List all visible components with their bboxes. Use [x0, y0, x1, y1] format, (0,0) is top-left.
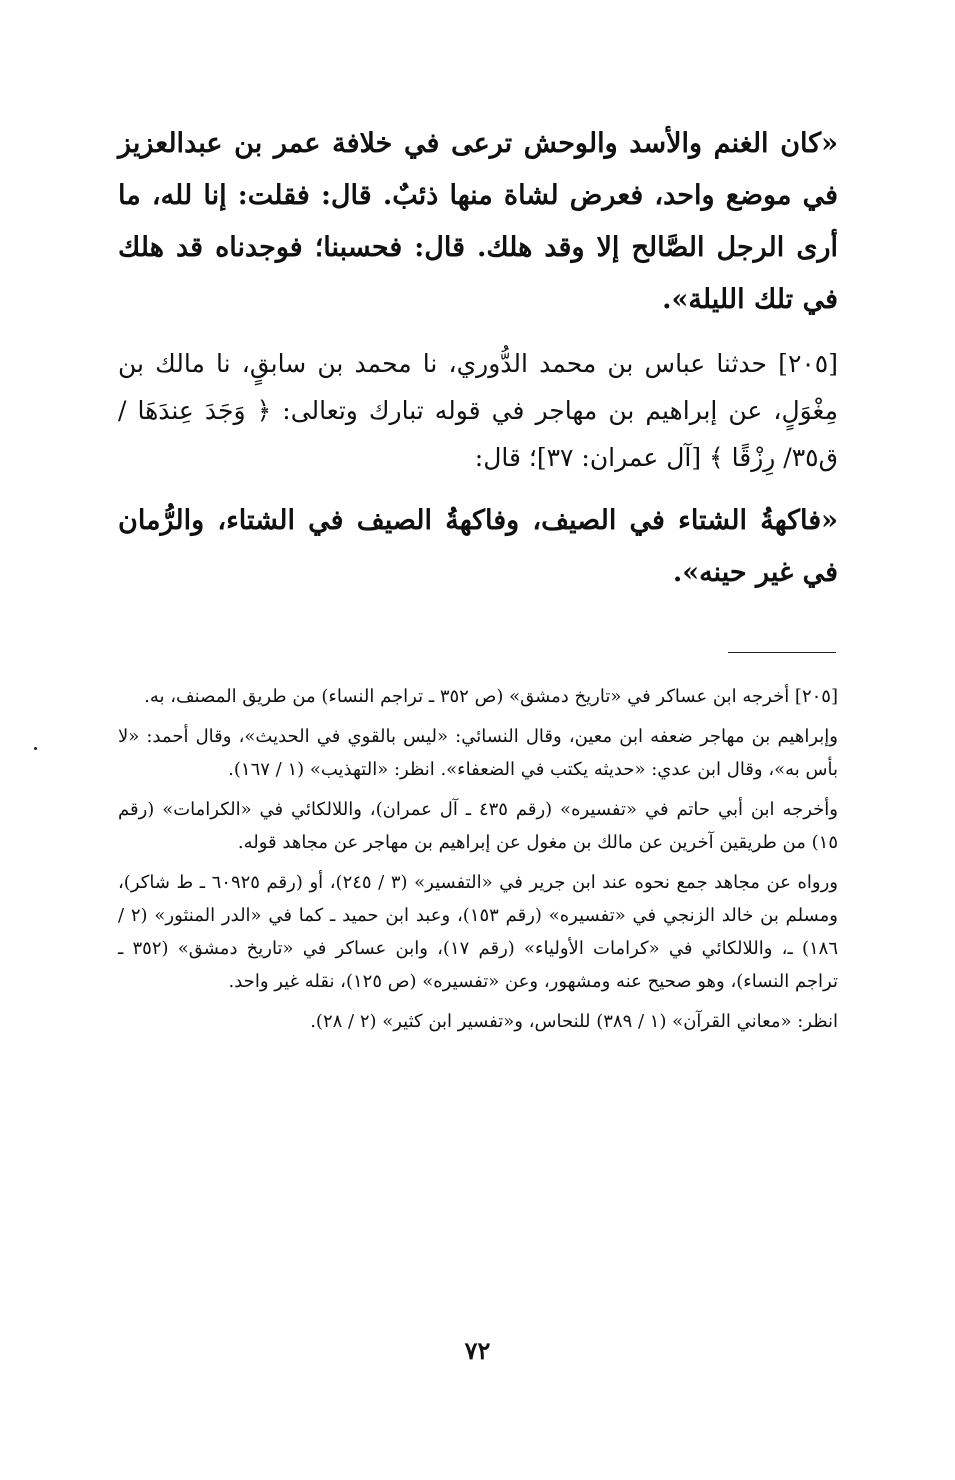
footnote-paragraph-4: ورواه عن مجاهد جمع نحوه عند ابن جرير في «التفسير» (٣ / ٢٤٥)، أو (رقم ٦٠٩٢٥ ـ ط شاكر)، ومسلم بن خالد الزنجي في «تفسيره» (رقم ١٥٣)، وعبد ابن حميد ـ كما في «الدر المنثور» (٢ / ١٨٦) ـ، واللالكائي في «كرامات الأولياء» (رقم ١٧)، وابن عساكر في «تاريخ دمشق» (٣٥٢ ـ تراجم النساء)، وهو صحيح عنه ومشهور، وعن «تفسيره» (ص ١٢٥)، نقله غير واحد. — [118, 872, 838, 992]
quote-paragraph-1: «كان الغنم والأسد والوحش ترعى في خلافة عمر بن عبدالعزيز في موضع واحد، فعرض لشاة منها ذئبٌ. قال: فقلت: إنا لله، ما أرى الرجل الصَّالح إلا وقد هلك. قال: فحسبنا؛ فوجدناه قد هلك في تلك الليلة». — [118, 128, 838, 315]
margin-dot — [34, 747, 37, 750]
quote-paragraph-2: «فاكهةُ الشتاء في الصيف، وفاكهةُ الصيف في الشتاء، والرُّمان في غير حينه». — [118, 505, 838, 588]
footnote-separator — [728, 652, 836, 653]
page-number: ٧٢ — [464, 1336, 491, 1365]
footnotes — [118, 680, 838, 1045]
main-text — [118, 118, 838, 599]
narration-paragraph-205: [٢٠٥] حدثنا عباس بن محمد الدُّوري، نا محمد بن سابقٍ، نا مالك بن مِغْوَلٍ، عن إبراهيم بن مهاجر في قوله تبارك وتعالى: ﴿ وَجَدَ عِندَهَا / ق٣٥/ رِزْقًا ﴾ [آل عمران: ٣٧]؛ قال: — [118, 349, 838, 472]
footnote-paragraph-3: وأخرجه ابن أبي حاتم في «تفسيره» (رقم ٤٣٥ ـ آل عمران)، واللالكائي في «الكرامات» (رقم ١٥) من طريقين آخرين عن مالك بن مغول عن إبراهيم بن مهاجر عن مجاهد قوله. — [118, 799, 838, 853]
footnote-paragraph-1: [٢٠٥] أخرجه ابن عساكر في «تاريخ دمشق» (ص ٣٥٢ ـ تراجم النساء) من طريق المصنف، به. — [144, 686, 838, 707]
footnote-paragraph-2: وإبراهيم بن مهاجر ضعفه ابن معين، وقال النسائي: «ليس بالقوي في الحديث»، وقال أحمد: «لا بأس به»، وقال ابن عدي: «حديثه يكتب في الضعفاء». انظر: «التهذيب» (١ / ١٦٧). — [118, 726, 838, 780]
footnote-paragraph-5: انظر: «معاني القرآن» (١ / ٣٨٩) للنحاس، و«تفسير ابن كثير» (٢ / ٢٨). — [310, 1011, 838, 1032]
